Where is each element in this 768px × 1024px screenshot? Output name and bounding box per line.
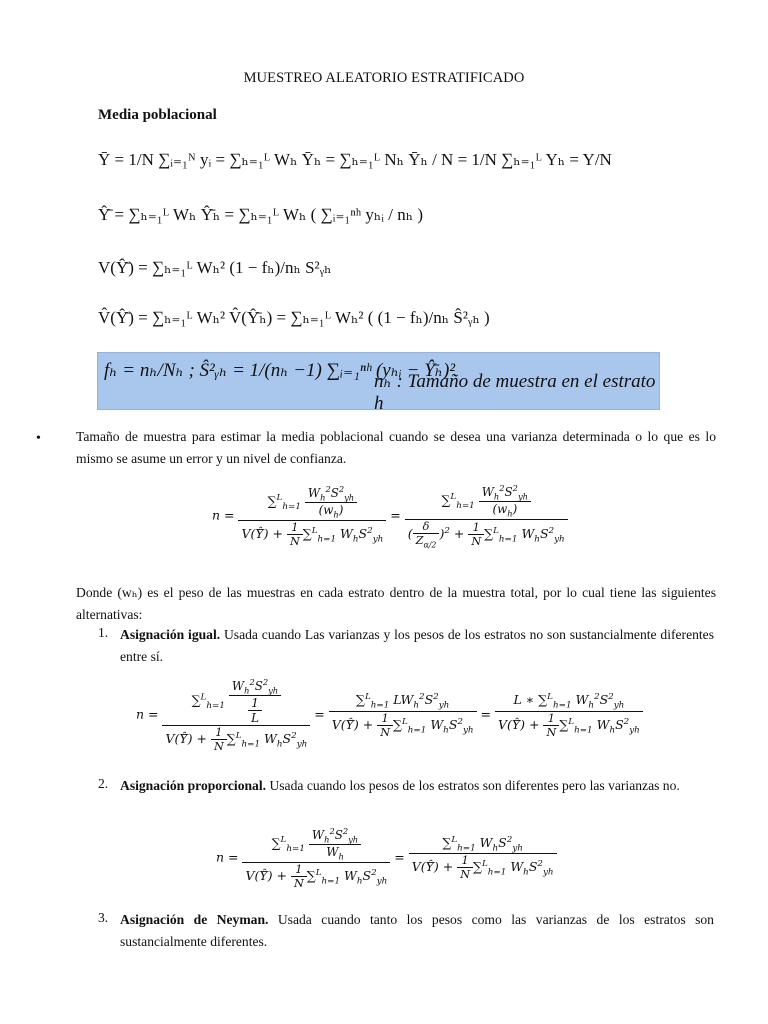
highlight-formula: fₕ = nₕ/Nₕ ; Ŝ²ᵧₕ = 1/(nₕ −1) ∑ᵢ₌₁ⁿʰ (yₕᵢ − Ŷ̄ₕ)² — [104, 360, 456, 381]
list-item-2-heading: Asignación proporcional. — [120, 778, 267, 793]
list-item-2 — [120, 775, 714, 797]
bullet-marker: • — [36, 431, 41, 446]
bullet-paragraph: Tamaño de muestra para estimar la media poblacional cuando se desea una varianza determinada o lo que es lo mismo se asume un error y un nivel de confianza. — [76, 429, 716, 466]
list-item-3-heading: Asignación de Neyman. — [120, 912, 269, 927]
list-number-1: 1. — [98, 625, 109, 640]
list-number-2: 2. — [98, 776, 109, 791]
formula-estimated-variance: V̂(Ŷ̄) = ∑ₕ₌₁ᴸ Wₕ² V̂(Ŷ̄ₕ) = ∑ₕ₌₁ᴸ Wₕ² ( (1 − fₕ)/nₕ Ŝ²ᵧₕ ) — [98, 308, 490, 327]
highlight-box — [97, 352, 660, 414]
section-heading: Media poblacional — [98, 107, 217, 123]
formula-estimator-mean: Ŷ̄ = ∑ₕ₌₁ᴸ Wₕ Ŷ̄ₕ = ∑ₕ₌₁ᴸ Wₕ ( ∑ᵢ₌₁ⁿʰ yₕᵢ / nₕ ) — [98, 205, 424, 224]
list-item-1-heading: Asignación igual. — [120, 627, 221, 642]
formula-variance: V(Ŷ̄) = ∑ₕ₌₁ᴸ Wₕ² (1 − fₕ)/nₕ S²ᵧₕ — [98, 258, 332, 277]
donde-paragraph: Donde (wₕ) es el peso de las muestras en cada estrato dentro de la muestra total, por lo cual tiene las siguientes alternativas: — [76, 585, 716, 622]
list-item-1-text: Usada cuando Las varianzas y los pesos de los estratos no son sustancialmente diferentes entre sí. — [120, 627, 714, 664]
list-item-3-text: Usada cuando tanto los pesos como las varianzas de los estratos son sustancialmente diferentes. — [120, 912, 714, 949]
highlight-note: nₕ : Tamaño de muestra en el estrato h — [374, 371, 656, 414]
formula-equal-allocation: n = ∑$^L_{h=1}$ $\frac{W_h^2S^2_{yh}}{\frac{1}{L}}$ V(Ŷ̄) + $\frac{1}{N}$ ∑$^L_{h=1}$ $W_hS^2_{yh}$ = ∑$^L_{h=1}$ $LW_h^2S^2_{yh}$ V(Ŷ̄) + $\frac{1}{N}$ ∑$^L_{h=1}$ $W_hS^2_{yh}$ = L ∗ ∑$^L_{h=1}$ $W_h^2S^2_{yh}$ V(Ŷ̄) + $\frac{1}{N}$ ∑$^L_{h=1}$ $W_hS^2_{yh}$ — [136, 677, 643, 753]
list-item-2-text: Usada cuando los pesos de los estratos son diferentes pero las varianzas no. — [266, 778, 680, 793]
formula-sample-size: n = ∑$^L_{h=1}$ $\frac{W_h^2S^2_{yh}}{(w_h)}$ V(Ŷ̄) + $\frac{1}{N}$ ∑$^L_{h=1}$ $W_hS^2_{yh}$ = ∑$^L_{h=1}$ $\frac{W_h^2S^2_{yh}}{(w_h)}$ ( $\frac{\delta}{Z_{\alpha/2}}$ )$^2$ + $\frac{1}{N}$ ∑$^L_{h=1}$ $W_hS^2_{yh}$ — [212, 483, 568, 549]
document-title: MUESTREO ALEATORIO ESTRATIFICADO — [243, 70, 525, 86]
formula-population-mean: Ȳ = 1/N ∑ᵢ₌₁ᴺ yᵢ = ∑ₕ₌₁ᴸ Wₕ Ȳₕ = ∑ₕ₌₁ᴸ Nₕ Ȳₕ / N = 1/N ∑ₕ₌₁ᴸ Yₕ = Y/N — [98, 150, 612, 169]
list-item-3 — [120, 909, 714, 953]
formula-proportional-allocation: n = ∑$^L_{h=1}$ $\frac{W_h^2S^2_{yh}}{W_h}$ V(Ŷ̄) + $\frac{1}{N}$ ∑$^L_{h=1}$ $W_hS^2_{yh}$ = ∑$^L_{h=1}$ $W_hS^2_{yh}$ V(Ŷ̄) + $\frac{1}{N}$ ∑$^L_{h=1}$ $W_hS^2_{yh}$ — [216, 826, 557, 890]
list-item-1 — [120, 624, 714, 668]
list-number-3: 3. — [98, 910, 109, 925]
